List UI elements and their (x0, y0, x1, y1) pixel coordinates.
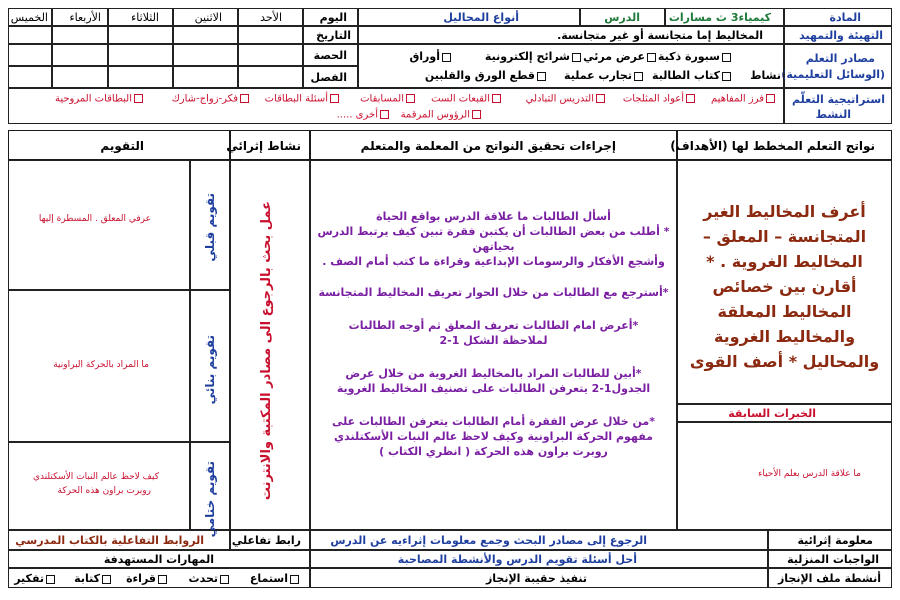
date-cell-4[interactable] (52, 26, 108, 44)
procedures-cell (310, 160, 677, 530)
interactive-links-cell[interactable] (8, 530, 230, 550)
procedure-line-5: *أعرض امام الطالبات تعريف المعلق ثم أوجه الطالبات (348, 319, 639, 332)
checkbox-icon[interactable] (330, 94, 339, 103)
subject-value: كيمياء3 ث مسارات (668, 11, 771, 24)
procedure-line-10: مفهوم الحركة البراونية وكيف لاحظ عالم النبات الأسكتلندي (334, 430, 653, 443)
checkbox-icon[interactable] (766, 94, 775, 103)
enrichment-text: عمل بحث بالرجوع الى مصادر المكتبة والانترنت (259, 201, 274, 501)
procedure-line-11: روبرت براون هذه الحركة ( انظري الكتاب ) (379, 445, 608, 458)
intro-label-cell (784, 26, 892, 44)
day-thursday: الخميس (8, 8, 52, 26)
day-label-cell (303, 8, 358, 26)
lesson-value-cell (358, 8, 580, 26)
final-eval-label-cell (190, 442, 230, 538)
procedure-line-2: * أطلب من بعض الطالبات أن يكتبن فقرة تبين كيف يرتبط الدرس بحياتهن (317, 225, 670, 253)
period-label: الحصة (313, 49, 347, 62)
checkbox-icon[interactable] (596, 94, 605, 103)
strategies-label-cell (784, 88, 892, 124)
resource-papers[interactable]: أوراق (409, 51, 453, 62)
checkbox-icon[interactable] (158, 575, 167, 584)
procedures-block (317, 209, 670, 459)
final-eval-cell (8, 442, 190, 530)
lesson-label: الدرس (604, 11, 640, 24)
lesson-label-cell (580, 8, 665, 26)
day-tuesday: الثلاثاء (108, 8, 173, 26)
checkbox-icon[interactable] (290, 575, 299, 584)
skill-thinking[interactable]: تفكير (14, 573, 57, 584)
strategy-1[interactable]: فرز المفاهيم (711, 94, 777, 105)
objectives-text: أعرف المخاليط الغير المتجانسة – المعلق – المخاليط الغروية . * أقارن بين خصائص المخاليط المعلقة والمخاليط الغروية والمحاليل * أصف القوى (689, 202, 880, 371)
checkbox-icon[interactable] (380, 110, 389, 119)
skills-cell (8, 568, 310, 588)
checkbox-icon[interactable] (634, 72, 643, 81)
enrichment-info-cell (310, 530, 768, 550)
date-cell-5[interactable] (8, 26, 52, 44)
homework-cell (310, 550, 768, 568)
resource-textbook[interactable]: كتاب الطالبة (652, 70, 733, 81)
portfolio-label-cell: أنشطة ملف الإنجاز (768, 568, 892, 588)
interactive-link-label-cell: رابط تفاعلي (230, 530, 310, 550)
resources-cell (358, 44, 784, 88)
pre-eval-label: تقويم قبلي (203, 193, 217, 262)
checkbox-icon[interactable] (492, 94, 501, 103)
strategies-sublabel: النشط (815, 108, 851, 121)
resource-experiments[interactable]: تجارب عملية (564, 70, 645, 81)
pre-eval-cell (8, 160, 190, 290)
day-monday: الاثنين (173, 8, 238, 26)
procedure-line-1: أسأل الطالبات ما علاقة الدرس بواقع الحياة (376, 210, 611, 223)
date-cell-1[interactable] (238, 26, 303, 44)
day-sunday: الأحد (238, 8, 303, 26)
strategies-label: استراتيجية التعلّم (792, 93, 885, 106)
skill-writing[interactable]: كتابة (74, 573, 113, 584)
enrichment-info-label-cell: معلومة إثرائية (768, 530, 892, 550)
date-cell-2[interactable] (173, 26, 238, 44)
checkbox-icon[interactable] (686, 94, 695, 103)
checkbox-icon[interactable] (102, 575, 111, 584)
strategy-4[interactable]: القبعات الست (431, 94, 503, 105)
class-cell-3[interactable] (108, 66, 173, 88)
strategy-2[interactable]: أعواد المثلجات (623, 94, 697, 105)
procedure-line-6: لملاحظة الشكل 1-2 (439, 334, 548, 347)
strategy-3[interactable]: التدريس التبادلي (526, 94, 607, 105)
strategies-cell (8, 88, 784, 124)
strategy-7[interactable]: فكر-زواج-شارك (172, 94, 251, 105)
date-label: التاريخ (316, 29, 351, 42)
intro-value-cell (358, 26, 784, 44)
period-cell-4[interactable] (52, 44, 108, 66)
skill-reading[interactable]: قراءة (126, 573, 169, 584)
strategy-6[interactable]: أسئلة البطاقات (265, 94, 341, 105)
resource-activity[interactable]: نشاط (750, 69, 781, 82)
checkbox-icon[interactable] (572, 53, 581, 62)
checkbox-icon[interactable] (134, 94, 143, 103)
objectives-header: نواتج التعلم المخطط لها (الأهداف) (677, 130, 892, 160)
class-cell-2[interactable] (173, 66, 238, 88)
procedure-line-3: وأشجع الأفكار والرسومات الإبداعية وقراءة ما كتب أمام الصف . (322, 255, 665, 268)
strategy-8[interactable]: البطاقات المروحية (55, 94, 145, 105)
intro-label: التهيئة والتمهيد (799, 29, 883, 42)
skills-label-cell (8, 550, 310, 568)
period-cell-5[interactable] (8, 44, 52, 66)
procedure-line-9: *من خلال عرض الفقرة أمام الطالبات يتعرفن الطالبات على (332, 415, 655, 428)
strategy-other[interactable]: أخرى ..... (337, 110, 391, 121)
portfolio-cell (310, 568, 768, 588)
final-eval-value-1: كيف لاحظ عالم النبات الأسكتلندي (32, 472, 159, 482)
resources-label: مصادر التعلم (805, 52, 875, 65)
subject-value-cell (665, 8, 784, 26)
formative-eval-label-cell (190, 290, 230, 442)
resource-slides[interactable]: شرائح إلكترونية (485, 51, 583, 62)
final-eval-label: تقويم ختامي (203, 461, 217, 538)
skill-listening[interactable]: استماع (250, 573, 301, 584)
resource-video[interactable]: عرض مرئي (583, 51, 658, 62)
procedures-header: إجراءات تحقيق النواتج من المعلمة والمتعلم (310, 130, 677, 160)
resource-paper-pens[interactable]: قطع الورق والقلبين (425, 70, 548, 81)
checkbox-icon[interactable] (722, 53, 731, 62)
checkbox-icon[interactable] (406, 94, 415, 103)
day-label: اليوم (319, 11, 347, 24)
checkbox-icon[interactable] (46, 575, 55, 584)
enrichment-info-value: الرجوع إلى مصادر البحث وجمع معلومات إثراءيه عن الدرس (330, 534, 647, 547)
period-cell-3[interactable] (108, 44, 173, 66)
skills-label: المهارات المستهدفة (103, 553, 214, 566)
lesson-value: أنواع المحاليل (443, 11, 519, 24)
portfolio-value: تنفيذ حقيبة الإنجاز (485, 572, 587, 585)
procedure-line-8: الجدول1-2 يتعرفن الطالبات على تصنيف المخاليط الغروية (336, 382, 651, 395)
enrichment-cell (230, 160, 310, 530)
resources-sublabel: (الوسائل التعليمية) (781, 68, 885, 81)
objectives-cell (677, 160, 892, 404)
date-label-cell (303, 26, 358, 44)
intro-value: المخاليط إما متجانسة أو غير متجانسة. (557, 29, 763, 42)
class-cell-4[interactable] (52, 66, 108, 88)
skill-speaking[interactable]: تحدث (189, 573, 231, 584)
strategy-5[interactable]: المسابقات (360, 94, 417, 105)
checkbox-icon[interactable] (240, 94, 249, 103)
strategy-9[interactable]: الرؤوس المرقمة (401, 110, 483, 121)
checkbox-icon[interactable] (220, 575, 229, 584)
resources-label-cell (781, 44, 892, 88)
prior-knowledge-label-cell (677, 404, 892, 422)
enrichment-header: نشاط إثرائي (230, 130, 310, 160)
homework-value: أحل أسئلة تقويم الدرس والأنشطة المصاحبة (397, 553, 637, 566)
checkbox-icon[interactable] (442, 53, 451, 62)
class-label-cell (303, 66, 358, 88)
procedure-line-7: *أبين للطالبات المراد بالمخاليط الغروية من خلال عرض (345, 367, 642, 380)
subject-label: المادة (829, 11, 861, 24)
checkbox-icon[interactable] (537, 72, 546, 81)
pre-eval-value: عرفي المعلق . المسطرة إليها (38, 214, 151, 224)
period-cell-2[interactable] (173, 44, 238, 66)
procedure-line-4: *أسترجع مع الطالبات من خلال الحوار تعريف المخاليط المتجانسة (318, 286, 669, 299)
class-cell-5[interactable] (8, 66, 52, 88)
interactive-links-value[interactable]: الروابط التفاعلية بالكتاب المدرسي (15, 534, 204, 547)
final-eval-value-2: روبرت براون هذه الحركة (57, 486, 151, 496)
checkbox-icon[interactable] (472, 110, 481, 119)
checkbox-icon[interactable] (647, 53, 656, 62)
class-label: الفصل (310, 71, 347, 84)
prior-knowledge-label: الخبرات السابقة (728, 407, 816, 420)
period-cell-1[interactable] (238, 44, 303, 66)
prior-knowledge-value: ما علاقة الدرس بعلم الأحياء (758, 469, 861, 479)
class-cell-1[interactable] (238, 66, 303, 88)
day-wednesday: الأربعاء (52, 8, 108, 26)
subject-label-cell (784, 8, 892, 26)
resource-smartboard[interactable]: سبورة ذكية (658, 51, 733, 62)
date-cell-3[interactable] (108, 26, 173, 44)
formative-eval-value: ما المراد بالحركة البراونية (53, 360, 149, 370)
prior-knowledge-cell (677, 422, 892, 530)
period-label-cell (303, 44, 358, 66)
formative-eval-label: تقويم بنائي (203, 335, 217, 405)
formative-eval-cell (8, 290, 190, 442)
checkbox-icon[interactable] (722, 72, 731, 81)
pre-eval-label-cell (190, 160, 230, 290)
homework-label-cell: الواجبات المنزلية (768, 550, 892, 568)
evaluation-header: التقويم (8, 130, 230, 160)
